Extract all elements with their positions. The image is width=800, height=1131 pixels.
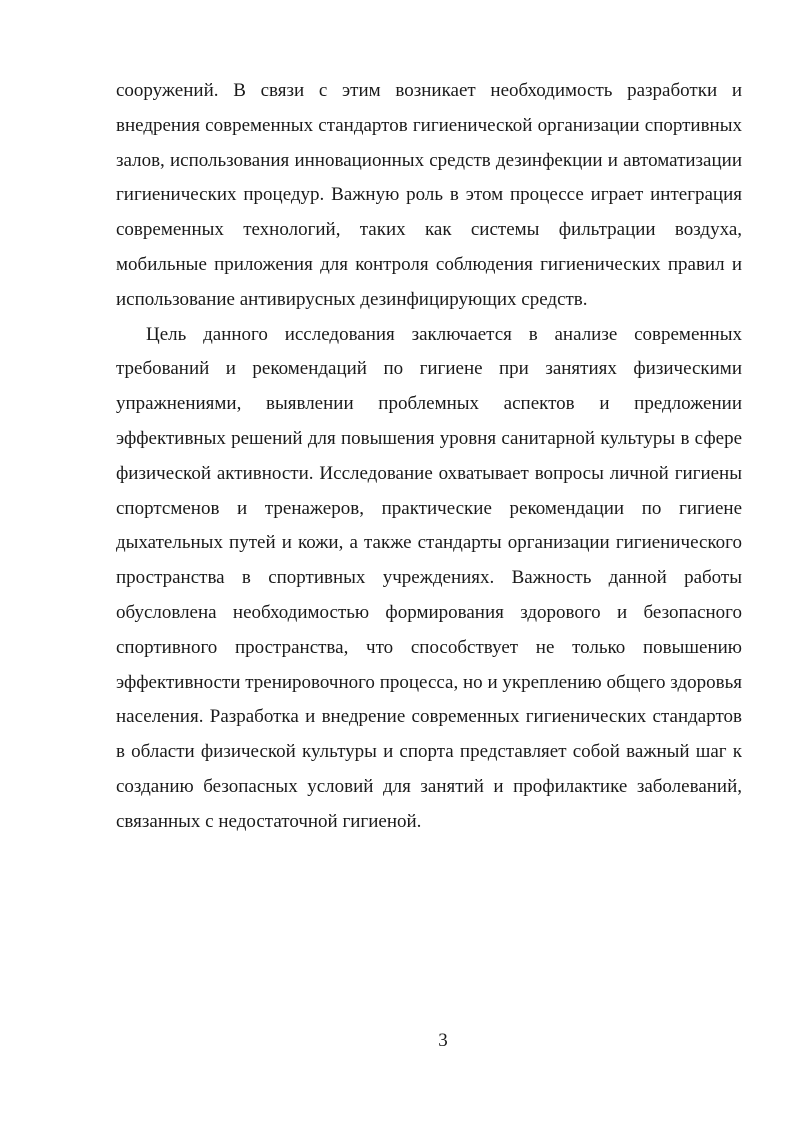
paragraph-continuation: сооружений. В связи с этим возникает необходимость разработки и внедрения современных стандартов гигиенической организации спортивных залов, использования инновационных средств дезинфекции и автоматизации гигиенических процедур. Важную роль в этом процессе играет интеграция современных технологий, таких как системы фильтрации воздуха, мобильные приложения для контроля соблюдения гигиенических правил и использование антивирусных дезинфицирующих средств. bbox=[116, 80, 742, 310]
paragraph-research-goal: Цель данного исследования заключается в анализе современных требований и рекомендаций по гигиене при занятиях физическими упражнениями, выявлении проблемных аспектов и предложении эффективных решений для повышения уровня санитарной культуры в сфере физической активности. Исследование охватывает вопросы личной гигиены спортсменов и тренажеров, практические рекомендации по гигиене дыхательных путей и кожи, а также стандарты организации гигиенического пространства в спортивных учреждениях. Важность данной работы обусловлена необходимостью формирования здорового и безопасного спортивного пространства, что способствует не только повышению эффективности тренировочного процесса, но и укреплению общего здоровья населения. Разработка и внедрение современных гигиенических стандартов в области физической культуры и спорта представляет собой важный шаг к созданию безопасных условий для занятий и профилактике заболеваний, связанных с недостаточной гигиеной. bbox=[116, 323, 742, 832]
document-body bbox=[116, 74, 742, 840]
page-number: 3 bbox=[438, 1030, 448, 1051]
